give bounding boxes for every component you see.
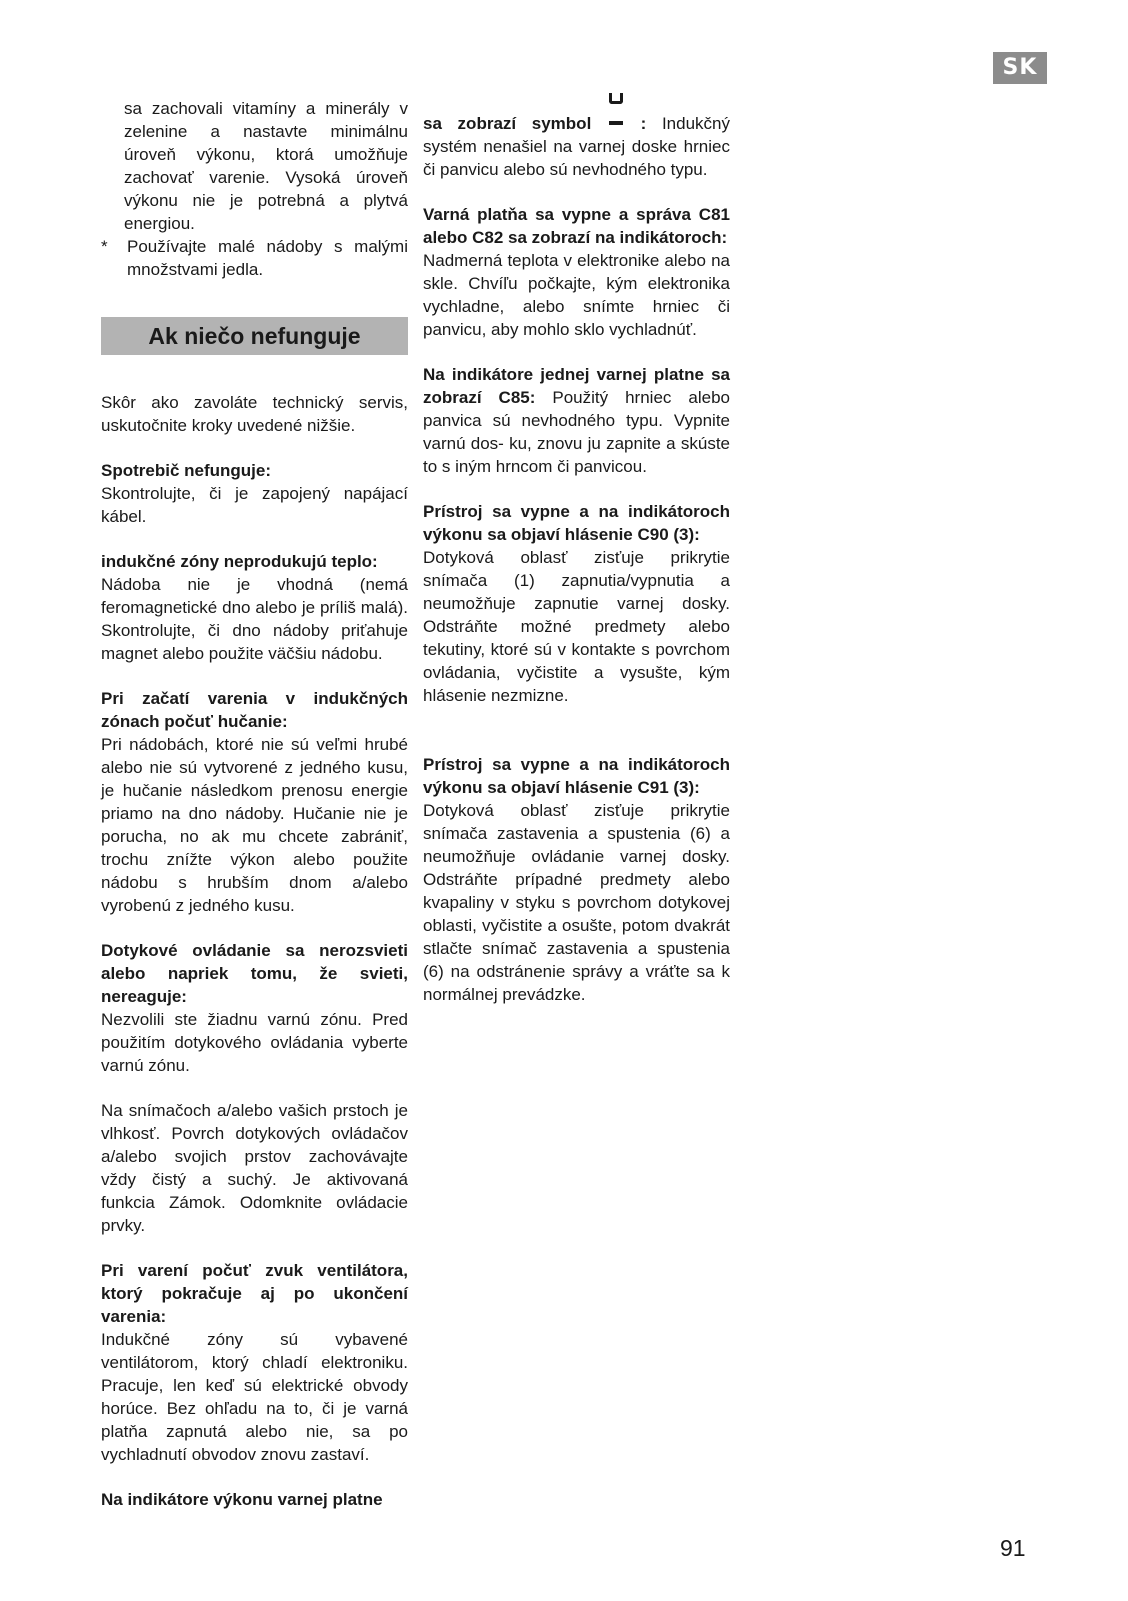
bullet-item	[101, 235, 408, 281]
section-heading: Ak niečo nefunguje	[101, 317, 408, 355]
item-heading: sa zobrazí symbol	[423, 114, 592, 133]
troubleshoot-item	[101, 1259, 408, 1466]
item-body: Nádoba nie je vhodná (nemá feromagnetické dno alebo je príliš malá). Skontrolujte, či dno nádoby priťahuje magnet alebo použite väčšiu nádobu.	[101, 575, 408, 663]
item-heading: Pri začatí varenia v indukčných zónach počuť hučanie:	[101, 689, 408, 731]
item-heading: Dotykové ovládanie sa nerozsvieti alebo napriek tomu, že svieti, nereaguje:	[101, 941, 408, 1006]
item-body: Indukčný systém nenašiel na varnej doske hrniec či panvicu alebo sú nevhodného typu.	[423, 114, 730, 179]
troubleshoot-item	[101, 939, 408, 1077]
item-body: Pri nádobách, ktoré nie sú veľmi hrubé alebo nie sú vytvorené z jedného kusu, je hučanie následkom prenosu energie priamo na dno nádoby. Hučanie nie je porucha, no ak mu chcete zabrániť, trochu znížte výkon alebo použite nádobu s hrubším dnom a/alebo vyrobenú z jedného kusu.	[101, 735, 408, 915]
language-badge: SK	[993, 52, 1047, 84]
item-heading: Prístroj sa vypne a na indikátoroch výkonu sa objaví hlásenie C91 (3):	[423, 755, 730, 797]
troubleshoot-item	[423, 500, 730, 707]
right-column	[423, 112, 730, 1028]
troubleshoot-item	[423, 203, 730, 341]
item-body: Dotyková oblasť zisťuje prikrytie snímača (1) zapnutia/vypnutia a neumožňuje zapnutie varnej dosky. Odstráňte možné predmety alebo tekutiny, ktoré sú v kontakte s povrchom ovládania, vyčistite a vysušte, kým hlásenie nezmizne.	[423, 548, 730, 705]
troubleshoot-item	[423, 753, 730, 1006]
troubleshoot-item	[101, 1488, 408, 1511]
item-heading-colon: :	[640, 114, 647, 133]
item-body: Nadmerná teplota v elektronike alebo na skle. Chvíľu počkajte, kým elektronika vychladne, alebo snímte hrniec či panvicu, aby mohlo sklo vychladnúť.	[423, 251, 730, 339]
item-heading: Varná platňa sa vypne a správa C81 alebo C82 sa zobrazí na indikátoroch:	[423, 205, 730, 247]
item-heading: Na indikátore jednej varnej platne sa zobrazí C85:	[423, 365, 730, 407]
left-column	[101, 97, 408, 1533]
intro-block	[101, 97, 408, 235]
item-heading: Pri varení počuť zvuk ventilátora, ktorý pokračuje aj po ukončení varenia:	[101, 1261, 408, 1326]
item-heading: Prístroj sa vypne a na indikátoroch výkonu sa objaví hlásenie C90 (3):	[423, 502, 730, 544]
page-number: 91	[1000, 1535, 1026, 1561]
item-heading: Spotrebič nefunguje:	[101, 461, 271, 480]
troubleshoot-item	[101, 1099, 408, 1237]
bullet-mark: *	[101, 237, 108, 256]
item-body: Skontrolujte, či je zapojený napájací kábel.	[101, 484, 408, 526]
intro-text: sa zachovali vitamíny a minerály v zelenine a nastavte minimálnu úroveň výkonu, ktorá umožňuje zachovať varenie. Vysoká úroveň výkonu nie je potrebná a plytvá energiou.	[124, 99, 408, 233]
bullet-text: Používajte malé nádoby s malými množstvami jedla.	[127, 237, 408, 279]
troubleshoot-item-continued	[423, 112, 730, 181]
troubleshoot-item	[101, 550, 408, 665]
item-body: Použitý hrniec alebo panvica sú nevhodného typu. Vypnite varnú dos- ku, znovu ju zapnite a skúste to s iným hrncom či panvicou.	[423, 388, 730, 476]
troubleshoot-item	[101, 687, 408, 917]
item-body: Indukčné zóny sú vybavené ventilátorom, ktorý chladí elektroniku. Pracuje, len keď sú elektrické obvody horúce. Bez ohľadu na to, či je varná platňa zapnutá alebo nie, sa po vychladnutí obvodov znovu zastaví.	[101, 1330, 408, 1464]
item-heading: indukčné zóny neprodukujú teplo:	[101, 552, 378, 571]
item-body: Dotyková oblasť zisťuje prikrytie snímača zastavenia a spustenia (6) a neumožňuje ovládanie varnej dosky. Odstráňte prípadné predmety alebo kvapaliny v styku s povrchom dotykovej oblasti, vyčistite a osušte, potom dvakrát stlačte snímač zastavenia a spustenia (6) na odstránenie správy a vráťte sa k normálnej prevádzke.	[423, 801, 730, 1004]
item-body: Na snímačoch a/alebo vašich prstoch je vlhkosť. Povrch dotykových ovládačov a/alebo svojich prstov zachovávajte vždy čistý a suchý. Je aktivovaná funkcia Zámok. Odomknite ovládacie prvky.	[101, 1101, 408, 1235]
item-body: Nezvolili ste žiadnu varnú zónu. Pred použitím dotykového ovládania vyberte varnú zónu.	[101, 1010, 408, 1075]
troubleshoot-item	[423, 363, 730, 478]
troubleshoot-item	[101, 459, 408, 528]
u-over-dash-symbol-icon	[609, 113, 623, 131]
before-service-text: Skôr ako zavoláte technický servis, uskutočnite kroky uvedené nižšie.	[101, 393, 408, 435]
item-heading: Na indikátore výkonu varnej platne	[101, 1490, 383, 1509]
